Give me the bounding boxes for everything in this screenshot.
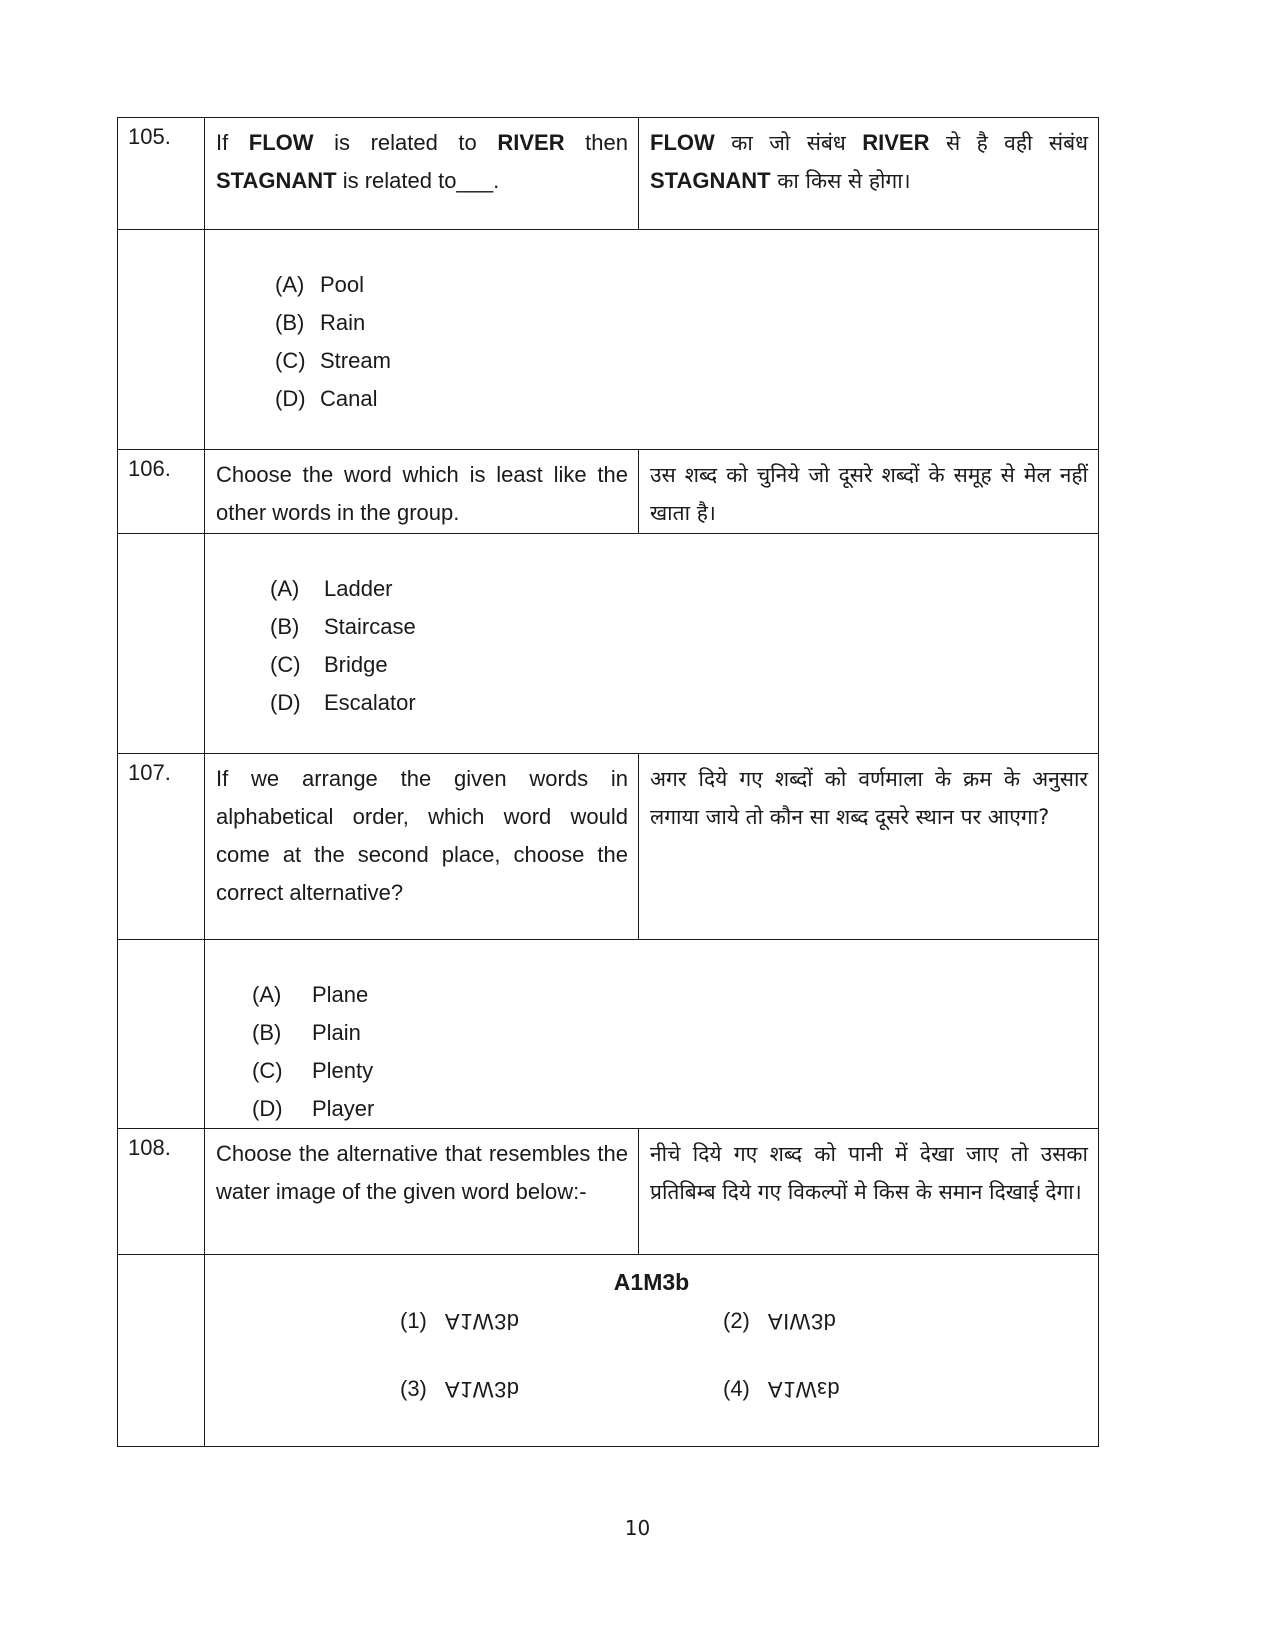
options-row-107 bbox=[118, 940, 1099, 1129]
given-word: A1M3b bbox=[613, 1269, 690, 1295]
options-list bbox=[205, 230, 1098, 418]
question-number: 107. bbox=[118, 754, 205, 940]
options-cell bbox=[205, 230, 1099, 450]
option-b: (B) Staircase bbox=[270, 614, 416, 639]
option-c: (C) Plenty bbox=[252, 1058, 374, 1083]
question-number: 108. bbox=[118, 1129, 205, 1255]
questions-table bbox=[117, 117, 1099, 1447]
question-text-hi: नीचे दिये गए शब्द को पानी में देखा जाए तो उसका प्रतिबिम्ब दिये गए विकल्पों मे किस के समान दिखाई देगा। bbox=[639, 1129, 1099, 1255]
question-row-106 bbox=[118, 450, 1099, 534]
option-3: (3) A1W3b bbox=[400, 1376, 520, 1402]
option-d: (D) Escalator bbox=[270, 690, 416, 715]
option-a: (A) Ladder bbox=[270, 576, 393, 601]
option-d: (D) Canal bbox=[275, 386, 378, 411]
question-text-hi: FLOW का जो संबंध RIVER से है वही संबंध STAGNANT का किस से होगा। bbox=[639, 118, 1099, 230]
page-number: 10 bbox=[624, 1516, 651, 1540]
question-row-108 bbox=[118, 1129, 1099, 1255]
question-text-en: Choose the alternative that resembles the water image of the given word below:- bbox=[205, 1129, 639, 1255]
options-row-108 bbox=[118, 1255, 1099, 1447]
question-text-en: Choose the word which is least like the other words in the group. bbox=[205, 450, 639, 534]
question-number: 106. bbox=[118, 450, 205, 534]
options-list bbox=[205, 534, 1098, 722]
option-a: (A) Pool bbox=[275, 272, 365, 297]
mirror-options bbox=[205, 1296, 1098, 1446]
question-text-hi: अगर दिये गए शब्दों को वर्णमाला के क्रम के अनुसार लगाया जाये तो कौन सा शब्द दूसरे स्थान पर आएगा? bbox=[639, 754, 1099, 940]
question-text-en: If FLOW is related to RIVER then STAGNANT is related to___. bbox=[205, 118, 639, 230]
option-4: (4) A1Wεb bbox=[723, 1376, 841, 1402]
option-b: (B) Rain bbox=[275, 310, 366, 335]
option-2: (2) AIW3b bbox=[723, 1308, 837, 1334]
question-row-105 bbox=[118, 118, 1099, 230]
question-number: 105. bbox=[118, 118, 205, 230]
option-b: (B) Plain bbox=[252, 1020, 361, 1045]
option-1: (1) A1W3b bbox=[400, 1308, 520, 1334]
question-text-en: If we arrange the given words in alphabetical order, which word would come at the second place, choose the correct alternative? bbox=[205, 754, 639, 940]
options-list bbox=[205, 940, 1098, 1128]
options-cell bbox=[205, 940, 1099, 1129]
options-row-105 bbox=[118, 230, 1099, 450]
question-text-hi: उस शब्द को चुनिये जो दूसरे शब्दों के समूह से मेल नहीं खाता है। bbox=[639, 450, 1099, 534]
option-c: (C) Bridge bbox=[270, 652, 388, 677]
question-row-107 bbox=[118, 754, 1099, 940]
option-d: (D) Player bbox=[252, 1096, 375, 1121]
options-cell bbox=[205, 1255, 1099, 1447]
options-row-106 bbox=[118, 534, 1099, 754]
option-a: (A) Plane bbox=[252, 982, 369, 1007]
option-c: (C) Stream bbox=[275, 348, 391, 373]
options-cell bbox=[205, 534, 1099, 754]
